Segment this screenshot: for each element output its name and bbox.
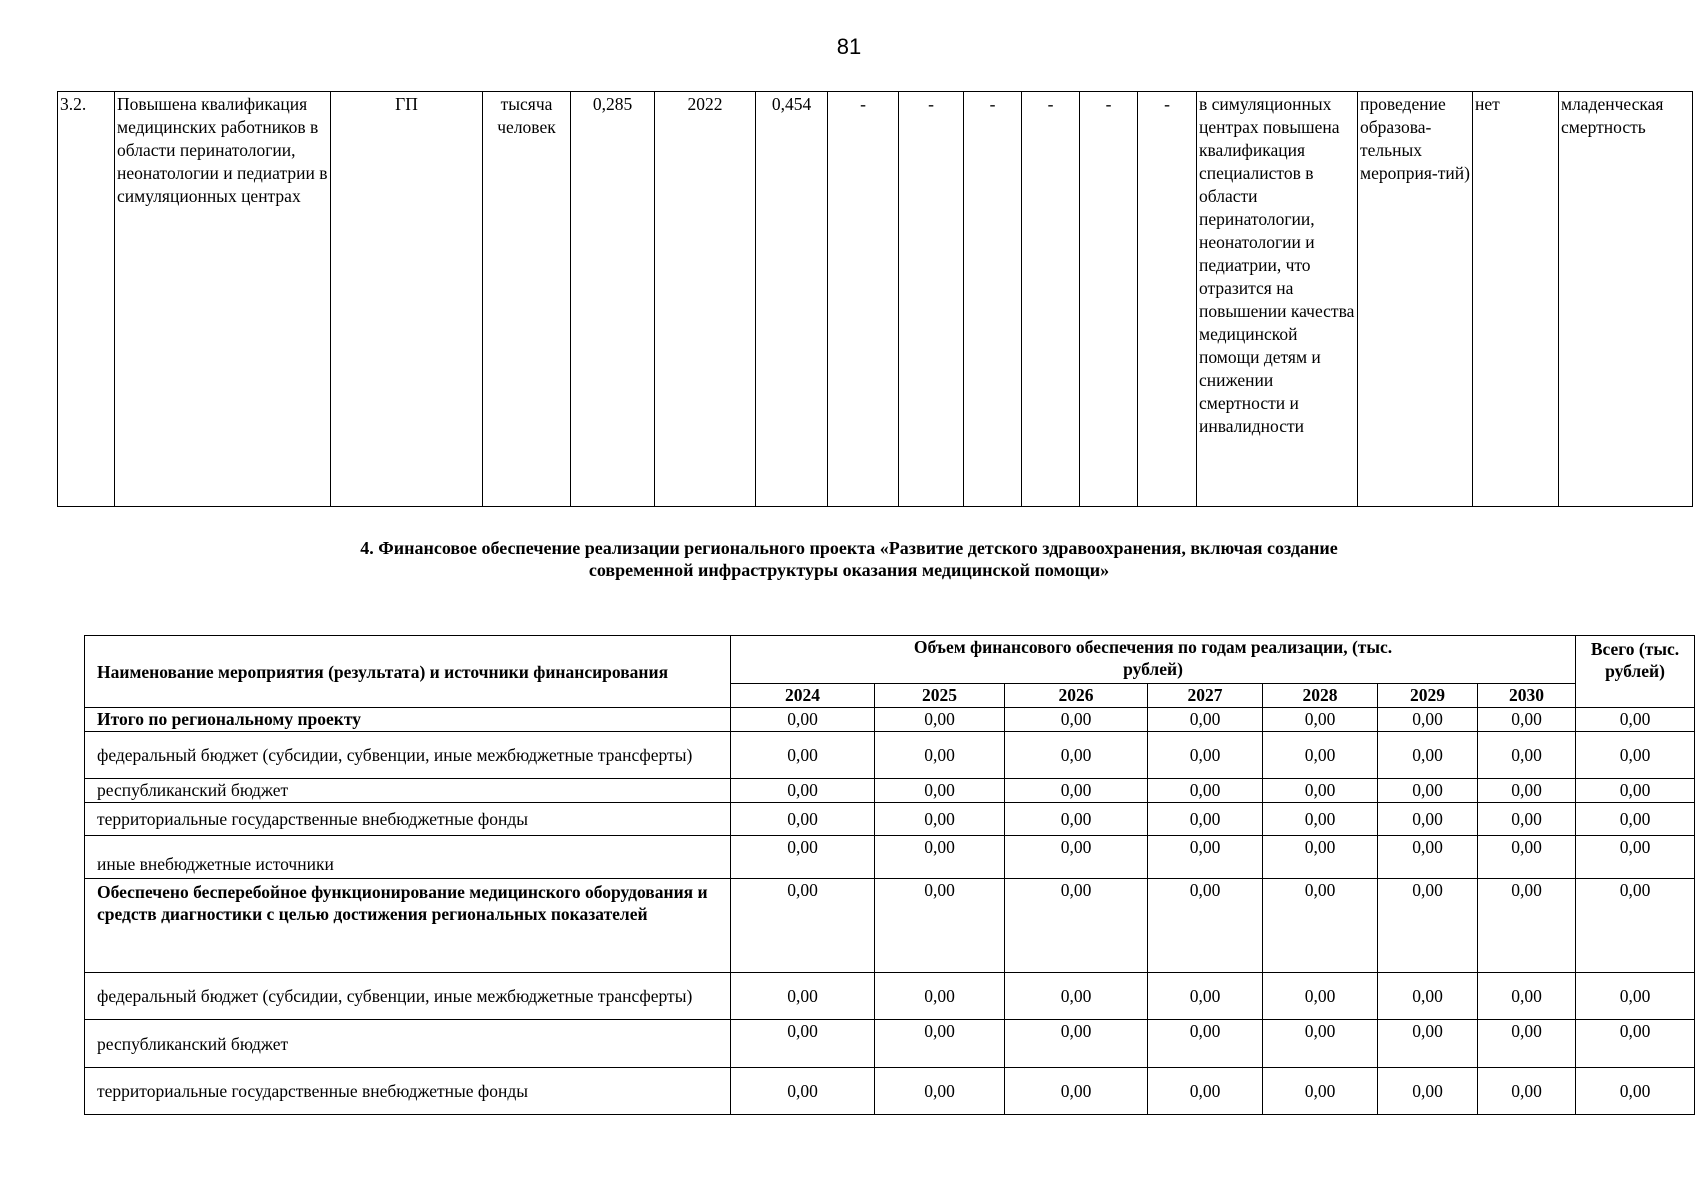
value-cell: 0,00 (1005, 879, 1148, 973)
results-table (57, 91, 1693, 507)
value-cell: 0,00 (1378, 1068, 1478, 1115)
value-cell: 0,00 (1148, 836, 1263, 879)
finance-row (85, 779, 1695, 803)
finance-row (85, 836, 1695, 879)
row-name: республиканский бюджет (85, 1020, 731, 1068)
value-cell: 0,00 (1263, 708, 1378, 732)
value-cell: 0,00 (1263, 732, 1378, 779)
total-cell: 0,00 (1576, 879, 1695, 973)
total-cell: 0,00 (1576, 1020, 1695, 1068)
value-cell: 0,00 (1148, 708, 1263, 732)
value-cell: 0,00 (1478, 708, 1576, 732)
value-cell: 0,00 (731, 732, 875, 779)
value-cell: 0,00 (1378, 1020, 1478, 1068)
value-cell: 0,00 (731, 779, 875, 803)
value-cell: 0,00 (1005, 1068, 1148, 1115)
year-cell: 2029 (1378, 684, 1478, 708)
value-cell: 0,00 (1005, 708, 1148, 732)
value-cell: 0,00 (1005, 836, 1148, 879)
year-cell: 2028 (1263, 684, 1378, 708)
result-level: ГП (331, 92, 483, 507)
finance-table (84, 635, 1695, 1115)
finance-row (85, 973, 1695, 1020)
finance-row (85, 803, 1695, 836)
value-cell: 0,00 (1263, 1068, 1378, 1115)
value-cell: 0,00 (1148, 732, 1263, 779)
header-name: Наименование мероприятия (результата) и источники финансирования (85, 636, 731, 708)
value-cell: 0,00 (731, 836, 875, 879)
total-cell: 0,00 (1576, 708, 1695, 732)
year-cell: 2026 (1005, 684, 1148, 708)
row-name: республиканский бюджет (85, 779, 731, 803)
result-dash: - (1022, 92, 1080, 507)
year-cell: 2025 (875, 684, 1005, 708)
value-cell: 0,00 (1478, 732, 1576, 779)
value-cell: 0,00 (875, 779, 1005, 803)
total-cell: 0,00 (1576, 836, 1695, 879)
value-cell: 0,00 (1148, 973, 1263, 1020)
value-cell: 0,00 (1478, 1020, 1576, 1068)
value-cell: 0,00 (1005, 973, 1148, 1020)
value-cell: 0,00 (1005, 803, 1148, 836)
finance-row (85, 879, 1695, 973)
result-dash: - (1138, 92, 1197, 507)
value-cell: 0,00 (1478, 803, 1576, 836)
result-link: младенческая смертность (1559, 92, 1693, 507)
result-dash: - (1080, 92, 1138, 507)
value-cell: 0,00 (1478, 1068, 1576, 1115)
section-title-line: современной инфраструктуры оказания медицинской помощи» (588, 560, 1110, 580)
finance-row (85, 1068, 1695, 1115)
value-cell: 0,00 (875, 836, 1005, 879)
value-cell: 0,00 (1263, 803, 1378, 836)
value-cell: 0,00 (1263, 973, 1378, 1020)
header-total: Всего (тыс. рублей) (1576, 636, 1695, 708)
value-cell: 0,00 (1005, 732, 1148, 779)
result-dash: - (964, 92, 1022, 507)
row-name: Обеспечено бесперебойное функционирование медицинского оборудования и средств диагностики с целью достижения региональных показателей (85, 879, 731, 973)
result-name: Повышена квалификация медицинских работников в области перинатологии, неонатологии и педиатрии в симуляционных центрах (115, 92, 331, 507)
result-flag: нет (1473, 92, 1559, 507)
finance-row (85, 1020, 1695, 1068)
value-cell: 0,00 (1378, 803, 1478, 836)
value-cell: 0,00 (875, 973, 1005, 1020)
value-cell: 0,00 (875, 732, 1005, 779)
year-cell: 2030 (1478, 684, 1576, 708)
total-cell: 0,00 (1576, 732, 1695, 779)
value-cell: 0,00 (1378, 973, 1478, 1020)
value-cell: 0,00 (1005, 1020, 1148, 1068)
header-volume: Объем финансового обеспечения по годам реализации, (тыс. рублей) (731, 636, 1576, 684)
value-cell: 0,00 (1263, 879, 1378, 973)
value-cell: 0,00 (1148, 1068, 1263, 1115)
finance-header-row (85, 636, 1695, 684)
value-cell: 0,00 (1263, 836, 1378, 879)
total-cell: 0,00 (1576, 779, 1695, 803)
value-cell: 0,00 (1478, 836, 1576, 879)
total-cell: 0,00 (1576, 1068, 1695, 1115)
result-base-year: 2022 (655, 92, 756, 507)
value-cell: 0,00 (1263, 1020, 1378, 1068)
result-number: 3.2. (58, 92, 115, 507)
year-cell: 2024 (731, 684, 875, 708)
row-name: иные внебюджетные источники (85, 836, 731, 879)
value-cell: 0,00 (875, 1068, 1005, 1115)
value-cell: 0,00 (1478, 973, 1576, 1020)
value-cell: 0,00 (1378, 732, 1478, 779)
value-cell: 0,00 (1148, 779, 1263, 803)
value-cell: 0,00 (731, 879, 875, 973)
finance-row (85, 732, 1695, 779)
result-dash: - (828, 92, 899, 507)
total-cell: 0,00 (1576, 973, 1695, 1020)
year-cell: 2027 (1148, 684, 1263, 708)
value-cell: 0,00 (1148, 1020, 1263, 1068)
value-cell: 0,00 (1378, 836, 1478, 879)
value-cell: 0,00 (1263, 779, 1378, 803)
result-dash: - (899, 92, 964, 507)
value-cell: 0,00 (731, 1020, 875, 1068)
value-cell: 0,00 (731, 708, 875, 732)
result-characteristic: в симуляционных центрах повышена квалификация специалистов в области перинатологии, неонатологии и педиатрии, что отразится на повышении качества медицинской помощи детям и снижении смертности и инвалидности (1197, 92, 1358, 507)
value-cell: 0,00 (1378, 708, 1478, 732)
value-cell: 0,00 (731, 803, 875, 836)
result-value-1: 0,454 (756, 92, 828, 507)
value-cell: 0,00 (731, 1068, 875, 1115)
section-title (200, 537, 1498, 581)
total-cell: 0,00 (1576, 803, 1695, 836)
value-cell: 0,00 (1478, 879, 1576, 973)
result-base-value: 0,285 (571, 92, 655, 507)
results-row (58, 92, 1693, 507)
row-name: федеральный бюджет (субсидии, субвенции, иные межбюджетные трансферты) (85, 732, 731, 779)
value-cell: 0,00 (875, 879, 1005, 973)
row-name: Итого по региональному проекту (85, 708, 731, 732)
page-number: 81 (836, 34, 862, 59)
value-cell: 0,00 (1378, 779, 1478, 803)
section-title-line: 4. Финансовое обеспечение реализации регионального проекта «Развитие детского здравоохранения, включая создание (360, 538, 1338, 558)
finance-row (85, 708, 1695, 732)
row-name: территориальные государственные внебюджетные фонды (85, 803, 731, 836)
row-name: территориальные государственные внебюджетные фонды (85, 1068, 731, 1115)
value-cell: 0,00 (1005, 779, 1148, 803)
value-cell: 0,00 (875, 1020, 1005, 1068)
row-name: федеральный бюджет (субсидии, субвенции, иные межбюджетные трансферты) (85, 973, 731, 1020)
value-cell: 0,00 (875, 708, 1005, 732)
value-cell: 0,00 (1378, 879, 1478, 973)
result-unit: тысяча человек (483, 92, 571, 507)
value-cell: 0,00 (875, 803, 1005, 836)
value-cell: 0,00 (731, 973, 875, 1020)
value-cell: 0,00 (1478, 779, 1576, 803)
value-cell: 0,00 (1148, 879, 1263, 973)
result-type: проведение образова-тельных мероприя-тий) (1358, 92, 1473, 507)
value-cell: 0,00 (1148, 803, 1263, 836)
